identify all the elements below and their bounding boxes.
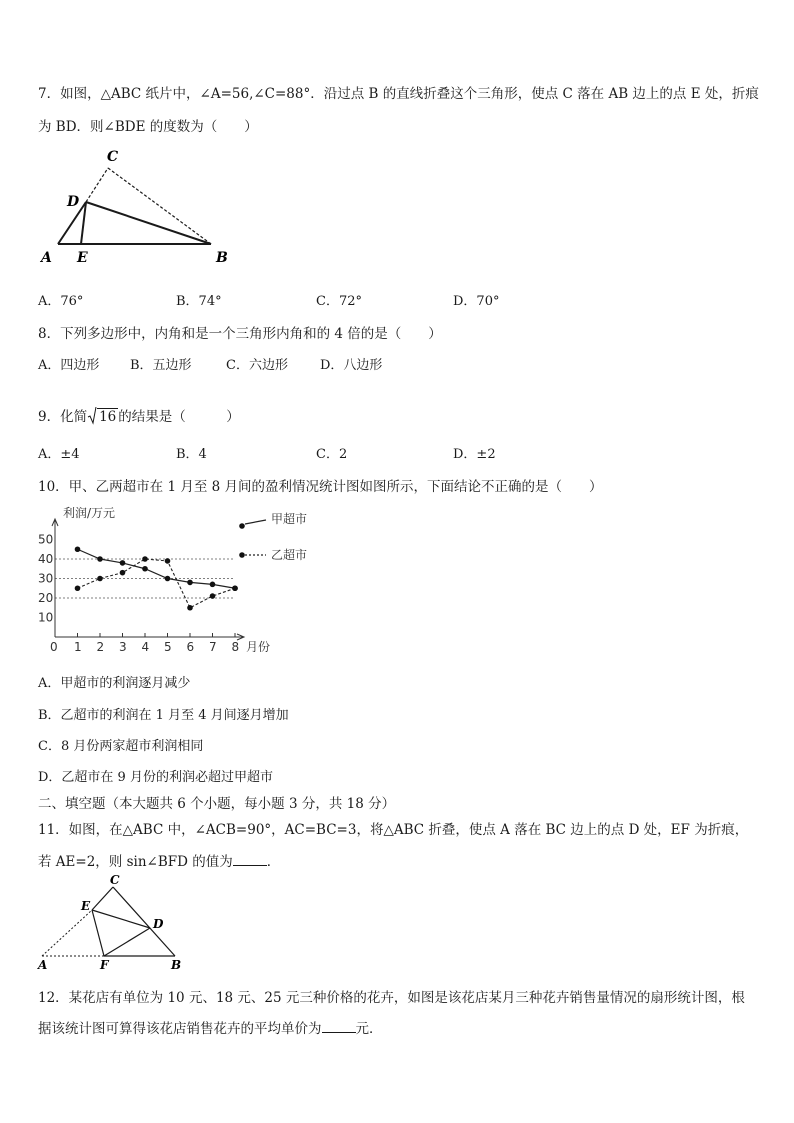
- x-tick-label: 1: [74, 640, 82, 654]
- q11-segment-cb: [113, 887, 175, 956]
- q10-stem: 10．甲、乙两超市在 1 月至 8 月间的盈利情况统计图如图所示，下面结论不正确的是（ ）: [38, 479, 603, 495]
- data-point-yi: [75, 585, 81, 591]
- legend-label-jia: 甲超市: [271, 512, 308, 526]
- q9-prefix: 9．化简: [38, 409, 88, 425]
- legend-label-yi: 乙超市: [271, 548, 308, 562]
- y-tick-label: 20: [38, 591, 54, 605]
- legend-marker-jia: [239, 523, 245, 529]
- y-tick-label: 40: [38, 552, 54, 566]
- q9-option-d[interactable]: D．±2: [453, 447, 496, 462]
- q7-segment-dc-dashed: [86, 168, 108, 202]
- q11-segment-ae-dotted: [42, 910, 92, 956]
- q8-option-d[interactable]: D．八边形: [320, 358, 383, 373]
- data-point-jia: [75, 546, 81, 552]
- q7-label-c: C: [107, 149, 119, 165]
- q7-figure: [36, 145, 246, 270]
- q7-option-a[interactable]: A．76°: [38, 294, 84, 309]
- x-tick-label: 3: [119, 640, 127, 654]
- q7-label-e: E: [77, 250, 88, 266]
- q12-stem-line1: 12．某花店有单位为 10 元、18 元、25 元三种价格的花卉，如图是该花店某月三种花卉销售量情况的扇形统计图，根: [38, 990, 745, 1006]
- q9-stem: [38, 405, 240, 425]
- data-point-jia: [97, 556, 103, 562]
- q11-segment-ef: [92, 910, 104, 956]
- q12-suffix: 元．: [355, 1021, 383, 1037]
- q7-stem-line1: 7．如图，△ABC 纸片中，∠A=56,∠C=88°．沿过点 B 的直线折叠这个三角形，使点 C 落在 AB 边上的点 E 处，折痕: [38, 86, 759, 102]
- data-point-yi: [187, 605, 193, 611]
- sqrt-symbol: [87, 409, 118, 425]
- q11-label-b: B: [171, 958, 182, 972]
- profit-line-chart: [30, 500, 340, 660]
- q11-segment-fd: [104, 928, 150, 956]
- data-point-jia: [165, 576, 171, 582]
- x-tick-label: 5: [164, 640, 172, 654]
- legend-line-jia: [245, 520, 266, 524]
- q7-option-c[interactable]: C．72°: [316, 294, 362, 309]
- origin-label: 0: [50, 640, 58, 654]
- q12-prefix: 据该统计图可算得该花店销售花卉的平均单价为: [38, 1021, 322, 1037]
- data-point-yi: [120, 570, 126, 576]
- data-point-yi: [165, 558, 171, 564]
- q11-label-a: A: [38, 958, 48, 972]
- q11-label-d: D: [153, 917, 164, 931]
- data-point-yi: [142, 556, 148, 562]
- q8-option-c[interactable]: C．六边形: [226, 358, 288, 373]
- q9-suffix: 的结果是（ ）: [118, 409, 240, 425]
- data-point-yi: [97, 576, 103, 582]
- q7-segment-cb-dashed: [108, 168, 211, 244]
- data-point-jia: [142, 566, 148, 572]
- x-tick-label: 8: [231, 640, 240, 654]
- q10-option-b[interactable]: B．乙超市的利润在 1 月至 4 月间逐月增加: [38, 708, 289, 723]
- q7-segment-db: [86, 202, 211, 244]
- y-axis-title: 利润/万元: [63, 506, 116, 520]
- q7-option-b[interactable]: B．74°: [176, 294, 222, 309]
- data-point-jia: [120, 560, 126, 566]
- q7-label-d: D: [67, 194, 80, 210]
- x-axis-title: 月份: [246, 640, 271, 654]
- legend-marker-yi: [239, 552, 245, 558]
- q9-option-b[interactable]: B．4: [176, 447, 207, 462]
- y-tick-label: 50: [38, 532, 54, 547]
- x-tick-label: 2: [96, 640, 105, 654]
- q7-stem-line2: 为 BD．则∠BDE 的度数为（ ）: [38, 119, 258, 135]
- q7-label-b: B: [216, 250, 228, 266]
- q12-stem-line2: [38, 1017, 383, 1037]
- q7-option-d[interactable]: D．70°: [453, 294, 500, 309]
- q7-label-a: A: [41, 250, 52, 266]
- q9-option-a[interactable]: A．±4: [38, 447, 80, 462]
- q8-stem: 8．下列多边形中，内角和是一个三角形内角和的 4 倍的是（ ）: [38, 326, 442, 342]
- q11-label-e: E: [81, 899, 91, 913]
- q11-segment-ce: [92, 887, 113, 910]
- x-tick-label: 6: [186, 640, 195, 654]
- data-point-jia: [210, 582, 216, 588]
- q11-suffix: ．: [266, 854, 281, 870]
- q11-stem-line1: 11．如图，在△ABC 中，∠ACB=90°，AC=BC=3，将△ABC 折叠，使点 A 落在 BC 边上的点 D 处，EF 为折痕，: [38, 822, 749, 838]
- q11-label-f: F: [100, 958, 109, 972]
- q9-option-c[interactable]: C．2: [316, 447, 348, 462]
- q10-option-d[interactable]: D．乙超市在 9 月份的利润必超过甲超市: [38, 770, 273, 785]
- data-point-yi: [232, 585, 238, 591]
- q11-figure: [30, 872, 190, 972]
- section-2-title: 二、填空题（本大题共 6 个小题，每小题 3 分，共 18 分）: [38, 796, 396, 812]
- q11-answer-blank[interactable]: [233, 853, 267, 866]
- q11-stem-line2: [38, 850, 280, 870]
- x-tick-label: 7: [209, 640, 217, 654]
- q11-label-c: C: [110, 873, 120, 887]
- q8-option-a[interactable]: A．四边形: [38, 358, 100, 373]
- q11-prefix: 若 AE=2，则 sin∠BFD 的值为: [38, 854, 233, 870]
- q10-option-c[interactable]: C．8 月份两家超市利润相同: [38, 739, 204, 754]
- x-tick-label: 4: [141, 640, 150, 654]
- y-tick-label: 10: [38, 610, 54, 625]
- y-tick-label: 30: [38, 571, 54, 586]
- q9-radicand: 16: [99, 409, 117, 425]
- q10-option-a[interactable]: A．甲超市的利润逐月减少: [38, 676, 191, 691]
- q8-option-b[interactable]: B．五边形: [130, 358, 192, 373]
- data-point-yi: [210, 593, 216, 599]
- data-point-jia: [187, 580, 193, 586]
- q12-answer-blank[interactable]: [322, 1020, 356, 1033]
